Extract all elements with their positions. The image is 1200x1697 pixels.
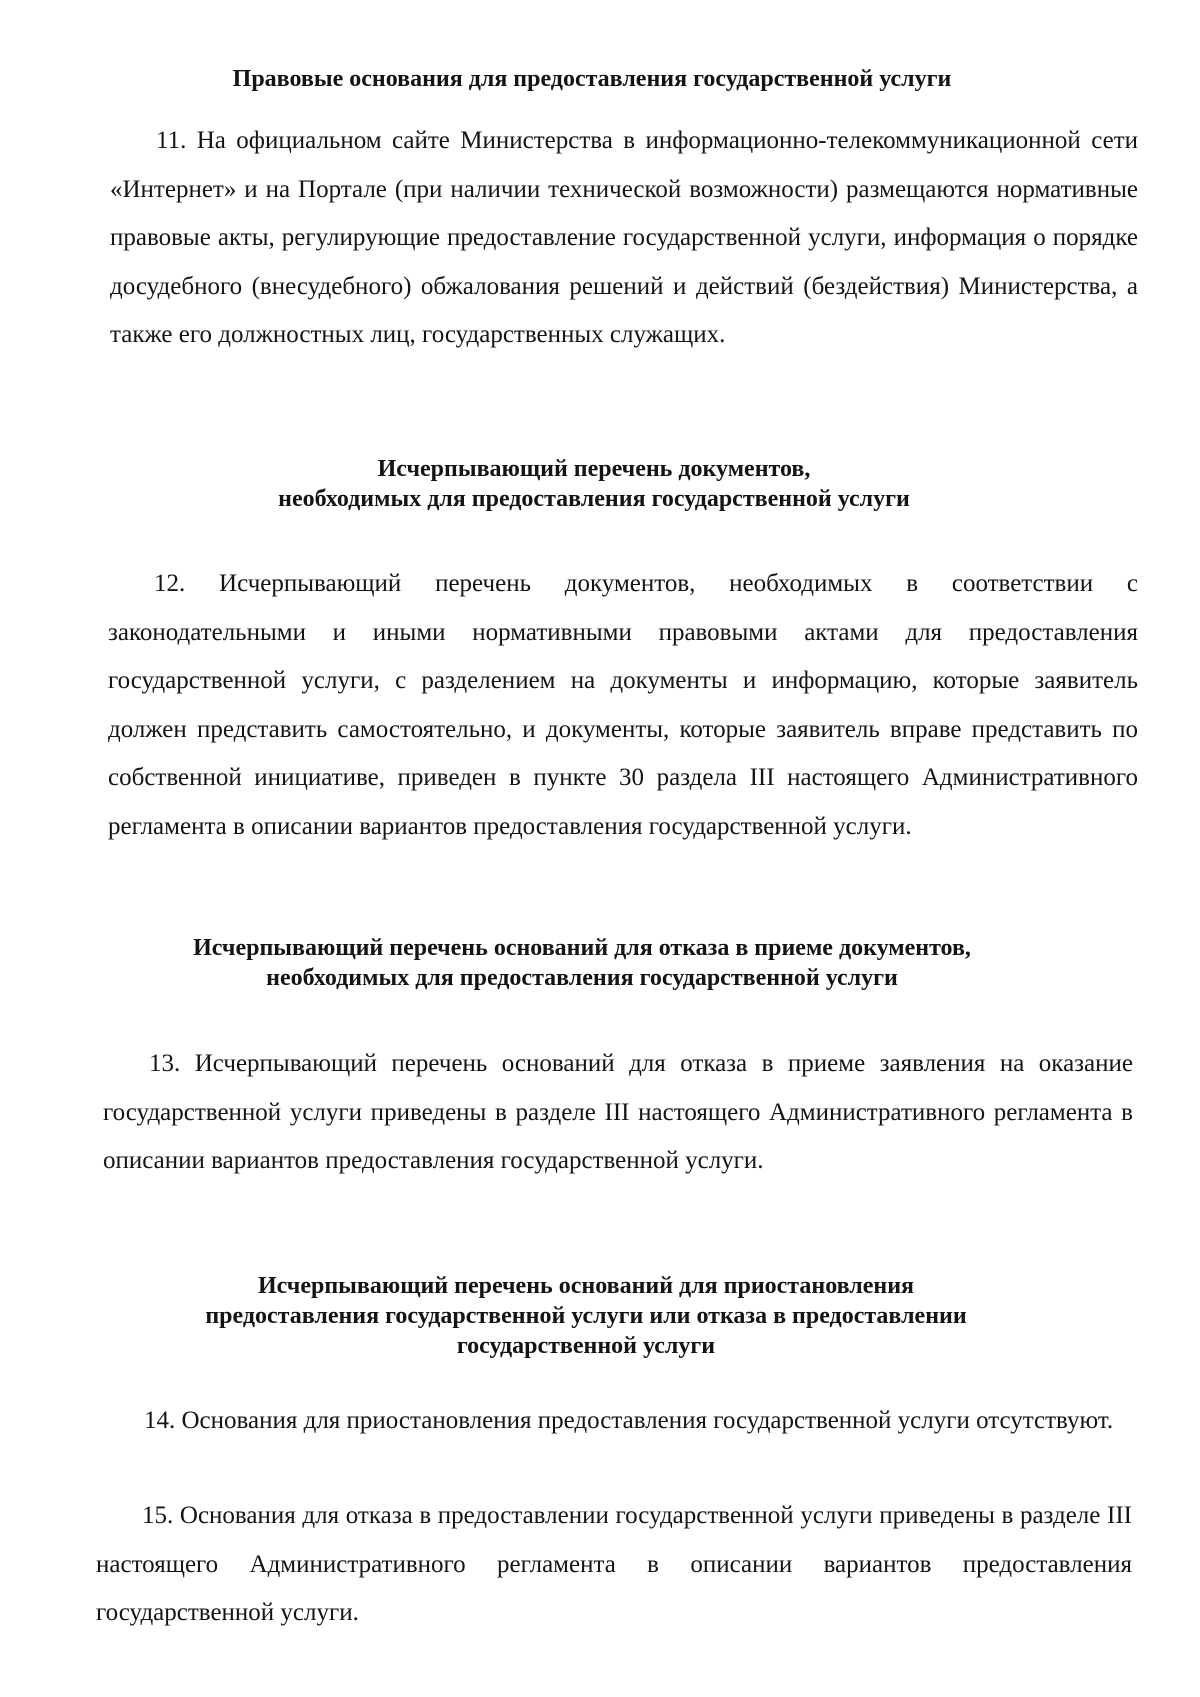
heading-line: Исчерпывающий перечень оснований для отказа в приеме документов, [193, 935, 971, 961]
heading-line: необходимых для предоставления государственной услуги [266, 965, 898, 991]
heading-line: Правовые основания для предоставления государственной услуги [232, 66, 952, 92]
section-heading-suspension-grounds [0, 1271, 1186, 1361]
section-heading-legal-basis [0, 64, 1192, 94]
section-heading-refusal-grounds-acceptance [0, 933, 1182, 993]
heading-line: Исчерпывающий перечень документов, [377, 456, 811, 482]
paragraph-12: 12. Исчерпывающий перечень документов, необходимых в соответствии с законодательными и иными нормативными правовыми актами для предоставления государственной услуги, с разделением на документы и информацию, которые заявитель должен представить самостоятельно, и документы, которые заявитель вправе представить по собственной инициативе, приведен в пункте 30 раздела III настоящего Административного регламента в описании вариантов предоставления государственной услуги. [108, 570, 1138, 840]
section-heading-documents-list [0, 454, 1194, 514]
paragraph-15: 15. Основания для отказа в предоставлении государственной услуги приведены в разделе III настоящего Административного регламента в описании вариантов предоставления государственной услуги. [96, 1502, 1132, 1626]
paragraph-14: 14. Основания для приостановления предоставления государственной услуги отсутствуют. [144, 1407, 1114, 1434]
paragraph-13: 13. Исчерпывающий перечень оснований для отказа в приеме заявления на оказание государственной услуги приведены в разделе III настоящего Административного регламента в описании вариантов предоставления государственной услуги. [103, 1050, 1133, 1174]
heading-line: Исчерпывающий перечень оснований для приостановления [257, 1273, 915, 1299]
heading-line: необходимых для предоставления государственной услуги [278, 486, 910, 512]
heading-line: государственной услуги [456, 1333, 716, 1359]
paragraph-11: 11. На официальном сайте Министерства в информационно-телекоммуникационной сети «Интернет» и на Портале (при наличии технической возможности) размещаются нормативные правовые акты, регулирующие предоставление государственной услуги, информация о порядке досудебного (внесудебного) обжалования решений и действий (бездействия) Министерства, а также его должностных лиц, государственных служащих. [110, 127, 1138, 348]
heading-line: предоставления государственной услуги или отказа в предоставлении [205, 1303, 967, 1329]
